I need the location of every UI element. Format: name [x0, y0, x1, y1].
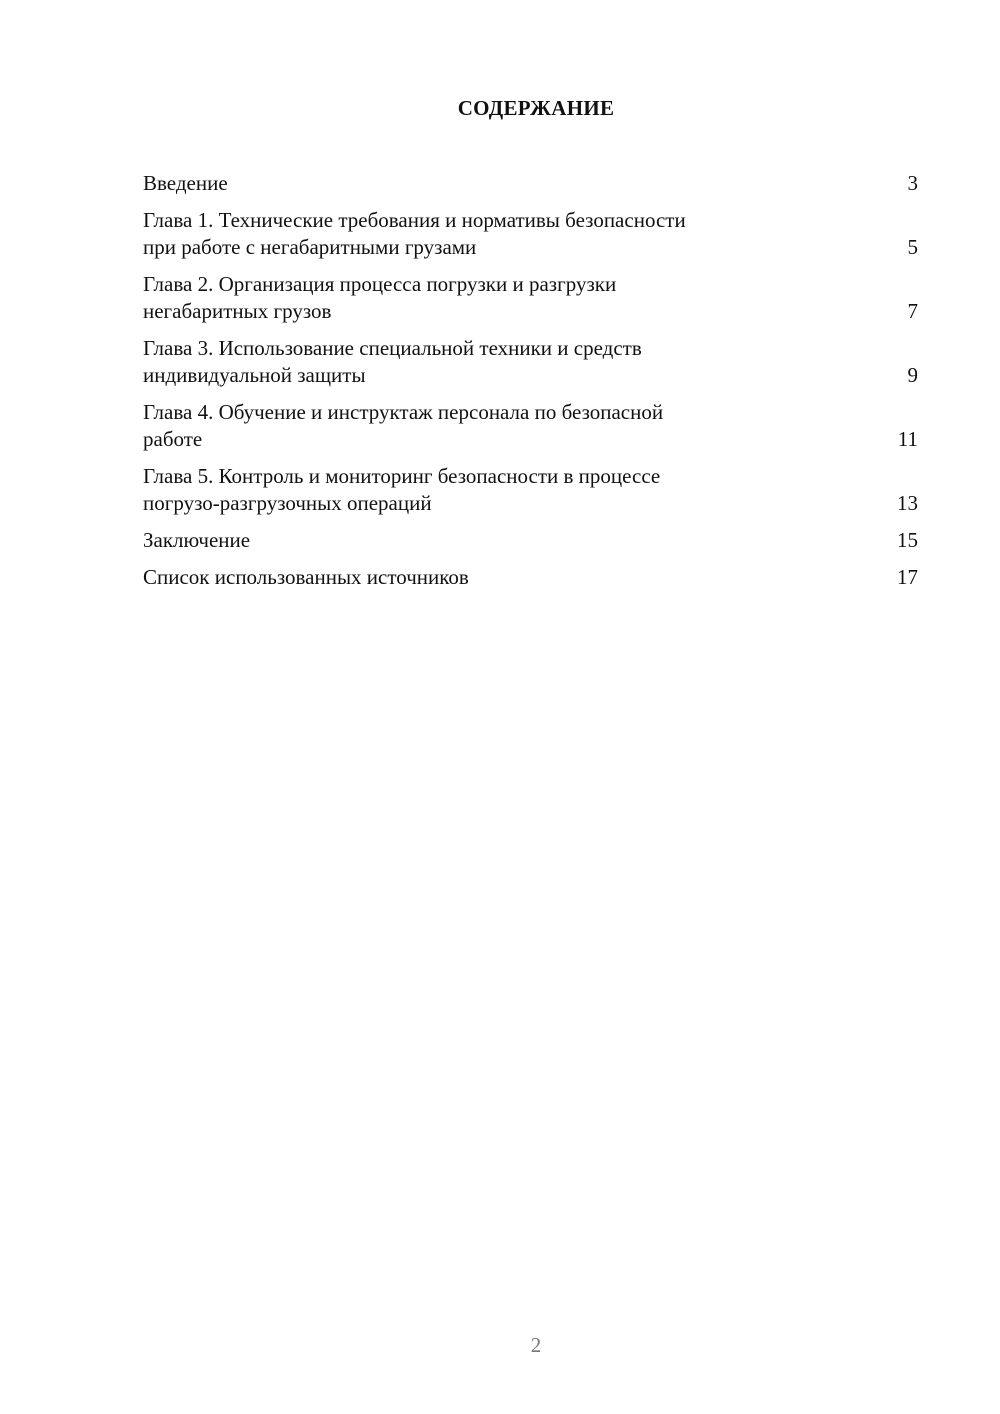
toc-entry-line: Глава 1. Технические требования и нормативы безопасности [143, 208, 686, 232]
toc-entry-line: Введение [143, 171, 228, 195]
toc-entry-text [143, 463, 798, 517]
toc-entry-line: погрузо-разгрузочных операций [143, 491, 432, 515]
toc-entry-text [143, 564, 798, 591]
toc-entry-line: негабаритных грузов [143, 299, 332, 323]
toc-entry-page: 17 [897, 565, 918, 589]
toc-entry-page: 15 [897, 528, 918, 552]
table-of-contents [143, 170, 918, 601]
toc-entry-chapter-2 [143, 271, 918, 325]
toc-entry-text [143, 271, 798, 325]
toc-entry-line: Глава 5. Контроль и мониторинг безопасности в процессе [143, 464, 661, 488]
toc-entry-text [143, 207, 798, 261]
toc-entry-page: 13 [897, 491, 918, 515]
toc-entry-chapter-3 [143, 335, 918, 389]
toc-entry-page: 5 [907, 235, 918, 259]
toc-entry-line: индивидуальной защиты [143, 363, 366, 387]
toc-entry-text [143, 527, 798, 554]
toc-entry-page: 11 [897, 427, 918, 451]
toc-entry-chapter-1 [143, 207, 918, 261]
toc-entry-line: Глава 4. Обучение и инструктаж персонала по безопасной [143, 400, 664, 424]
toc-entry-line: Заключение [143, 528, 251, 552]
toc-entry-conclusion [143, 527, 918, 554]
toc-entry-text [143, 335, 798, 389]
toc-entry-line: Список использованных источников [143, 565, 469, 589]
toc-entry-text [143, 170, 798, 197]
toc-entry-line: Глава 3. Использование специальной техники и средств [143, 336, 642, 360]
toc-entry-line: работе [143, 427, 203, 451]
toc-entry-references [143, 564, 918, 591]
toc-entry-text [143, 399, 798, 453]
page-title: СОДЕРЖАНИЕ [457, 96, 615, 120]
toc-entry-page: 7 [907, 299, 918, 323]
page-number: 2 [530, 1333, 542, 1357]
toc-entry-line: при работе с негабаритными грузами [143, 235, 477, 259]
toc-entry-introduction [143, 170, 918, 197]
toc-entry-line: Глава 2. Организация процесса погрузки и разгрузки [143, 272, 617, 296]
toc-entry-page: 9 [907, 363, 918, 387]
toc-entry-page: 3 [907, 171, 918, 195]
toc-entry-chapter-4 [143, 399, 918, 453]
toc-entry-chapter-5 [143, 463, 918, 517]
